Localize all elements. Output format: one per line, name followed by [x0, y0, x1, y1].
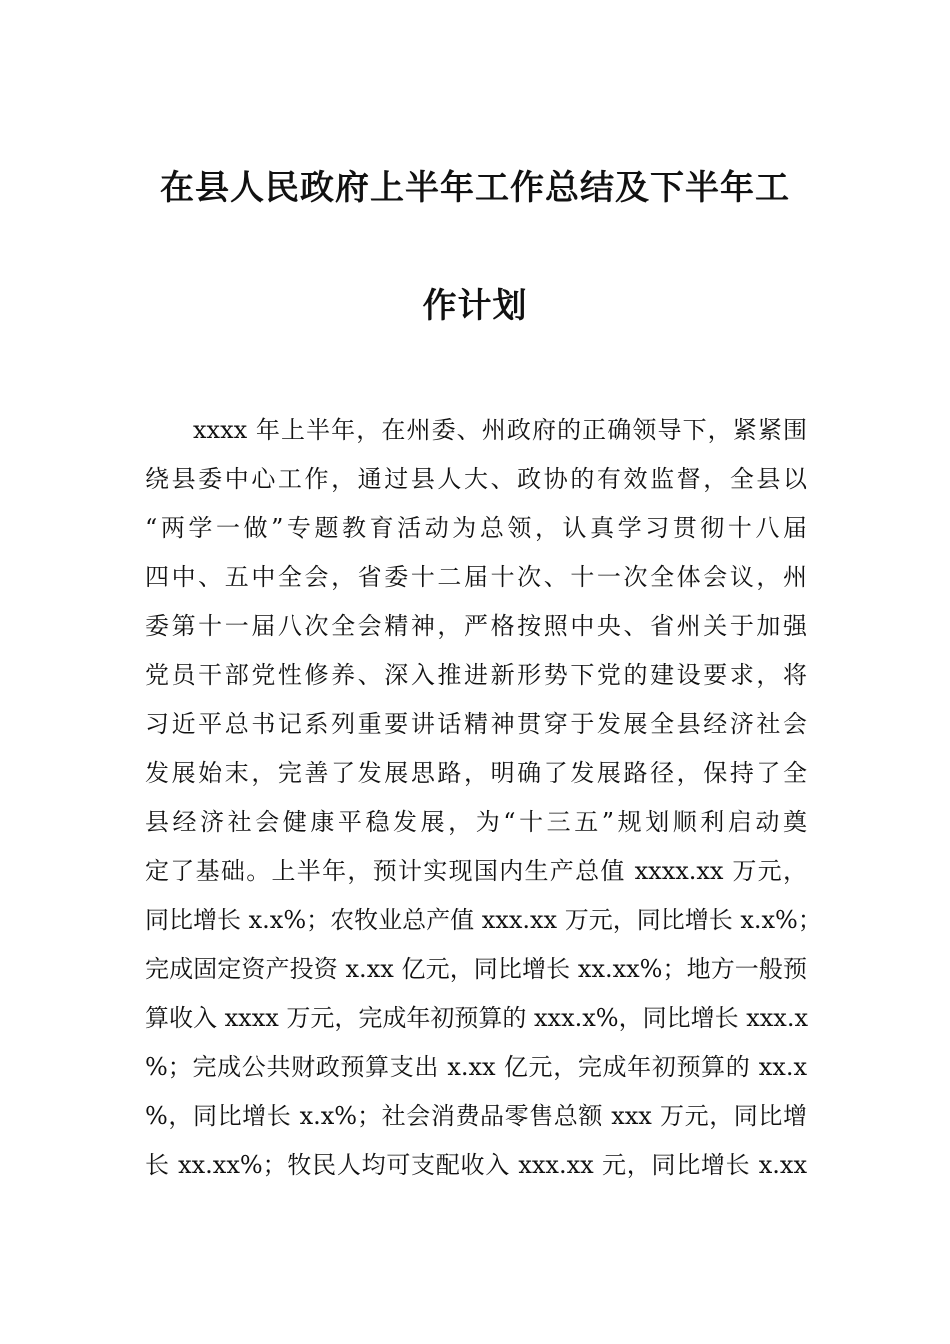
body-line: xxxx 年上半年，在州委、州政府的正确领导下，紧紧围 [193, 416, 807, 444]
body-line: 委第十一届八次全会精神，严格按照中央、省州关于加强 [145, 612, 807, 640]
body-line: %；完成公共财政预算支出 x.xx 亿元，完成年初预算的 xx.x [145, 1053, 807, 1081]
body-line: “两学一做”专题教育活动为总领，认真学习贯彻十八届 [145, 514, 807, 542]
body-line: 县经济社会健康平稳发展，为“十三五”规划顺利启动奠 [145, 808, 807, 836]
body-line: 党员干部党性修养、深入推进新形势下党的建设要求，将 [145, 661, 807, 689]
body-line: 完成固定资产投资 x.xx 亿元，同比增长 xx.xx%；地方一般预 [145, 955, 807, 983]
body-line: %，同比增长 x.x%；社会消费品零售总额 xxx 万元，同比增 [145, 1102, 807, 1130]
document-title-line-2: 作计划 [422, 286, 528, 326]
body-line: 习近平总书记系列重要讲话精神贯穿于发展全县经济社会 [145, 710, 807, 738]
body-line: 定了基础。上半年，预计实现国内生产总值 xxxx.xx 万元， [145, 857, 807, 885]
body-line: 发展始末，完善了发展思路，明确了发展路径，保持了全 [145, 759, 807, 787]
document-title-line-1: 在县人民政府上半年工作总结及下半年工 [160, 168, 790, 208]
body-line: 绕县委中心工作，通过县人大、政协的有效监督，全县以 [145, 465, 807, 493]
body-line: 算收入 xxxx 万元，完成年初预算的 xxx.x%，同比增长 xxx.x [145, 1004, 808, 1032]
body-line: 长 xx.xx%；牧民人均可支配收入 xxx.xx 元，同比增长 x.xx [145, 1151, 807, 1179]
body-line: 四中、五中全会，省委十二届十次、十一次全体会议，州 [145, 563, 807, 591]
body-line: 同比增长 x.x%；农牧业总产值 xxx.xx 万元，同比增长 x.x%； [145, 906, 822, 934]
